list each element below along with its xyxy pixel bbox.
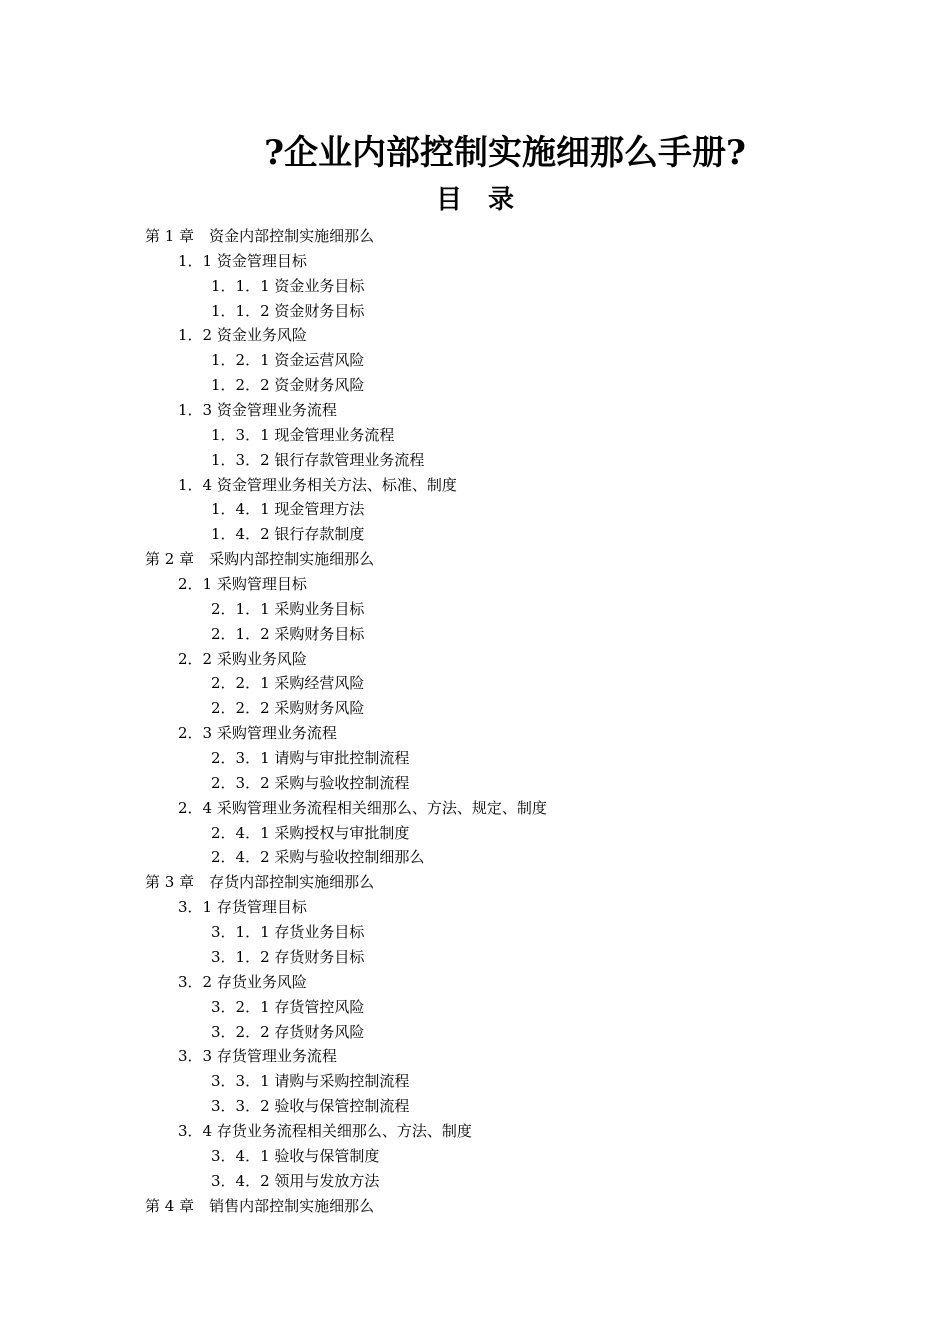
toc-subsection: 1．2．1 资金运营风险 <box>211 351 365 370</box>
toc-chapter: 第 1 章 资金内部控制实施细那么 <box>145 227 375 245</box>
toc-subsection: 2．2．2 采购财务风险 <box>211 699 365 718</box>
toc-heading: 目 录 <box>435 185 514 215</box>
document-title: ?企业内部控制实施细那么手册? <box>264 133 746 173</box>
toc-section: 1．2 资金业务风险 <box>178 326 307 345</box>
toc-subsection: 1．1．1 资金业务目标 <box>211 276 365 295</box>
toc-subsection: 2．1．1 采购业务目标 <box>211 599 365 618</box>
toc-chapter: 第 4 章 销售内部控制实施细那么 <box>145 1196 375 1215</box>
toc-section: 1．1 资金管理目标 <box>178 251 307 270</box>
toc-subsection: 3．4．2 领用与发放方法 <box>211 1171 380 1190</box>
toc-subsection: 3．2．2 存货财务风险 <box>211 1022 365 1041</box>
toc-section: 1．4 资金管理业务相关方法、标准、制度 <box>178 475 457 494</box>
toc-subsection: 2．3．1 请购与审批控制流程 <box>211 749 410 768</box>
toc-subsection: 3．3．2 验收与保管控制流程 <box>211 1097 410 1116</box>
toc-section: 3．4 存货业务流程相关细那么、方法、制度 <box>178 1121 472 1140</box>
toc-chapter: 第 3 章 存货内部控制实施细那么 <box>145 873 375 892</box>
toc-subsection: 3．3．1 请购与采购控制流程 <box>211 1072 410 1091</box>
toc-section: 2．2 采购业务风险 <box>178 649 307 668</box>
toc-section: 2．3 采购管理业务流程 <box>178 724 337 743</box>
toc-subsection: 3．4．1 验收与保管制度 <box>211 1146 380 1165</box>
toc-section: 2．4 采购管理业务流程相关细那么、方法、规定、制度 <box>178 798 547 817</box>
toc-chapter: 第 2 章 采购内部控制实施细那么 <box>145 550 375 569</box>
toc-subsection: 2．1．2 采购财务目标 <box>211 624 365 643</box>
toc-section: 3．1 存货管理目标 <box>178 898 307 917</box>
toc-subsection: 1．3．2 银行存款管理业务流程 <box>211 450 425 469</box>
toc-subsection: 2．3．2 采购与验收控制流程 <box>211 773 410 792</box>
toc-subsection: 3．1．1 存货业务目标 <box>211 923 365 942</box>
toc-subsection: 1．4．1 现金管理方法 <box>211 500 365 519</box>
toc-subsection: 1．3．1 现金管理业务流程 <box>211 425 395 444</box>
toc-subsection: 1．2．2 资金财务风险 <box>211 376 365 395</box>
toc-subsection: 1．4．2 银行存款制度 <box>211 525 365 544</box>
toc-subsection: 2．2．1 采购经营风险 <box>211 674 365 693</box>
toc-section: 3．3 存货管理业务流程 <box>178 1047 337 1066</box>
toc-section: 1．3 资金管理业务流程 <box>178 401 337 420</box>
toc-subsection: 3．1．2 存货财务目标 <box>211 947 365 966</box>
toc-subsection: 1．1．2 资金财务目标 <box>211 301 365 320</box>
toc-subsection: 2．4．2 采购与验收控制细那么 <box>211 848 425 867</box>
toc-section: 3．2 存货业务风险 <box>178 972 307 991</box>
toc-subsection: 2．4．1 采购授权与审批制度 <box>211 823 410 842</box>
table-of-contents <box>0 224 950 1218</box>
toc-subsection: 3．2．1 存货管控风险 <box>211 997 365 1016</box>
toc-section: 2．1 采购管理目标 <box>178 575 307 594</box>
